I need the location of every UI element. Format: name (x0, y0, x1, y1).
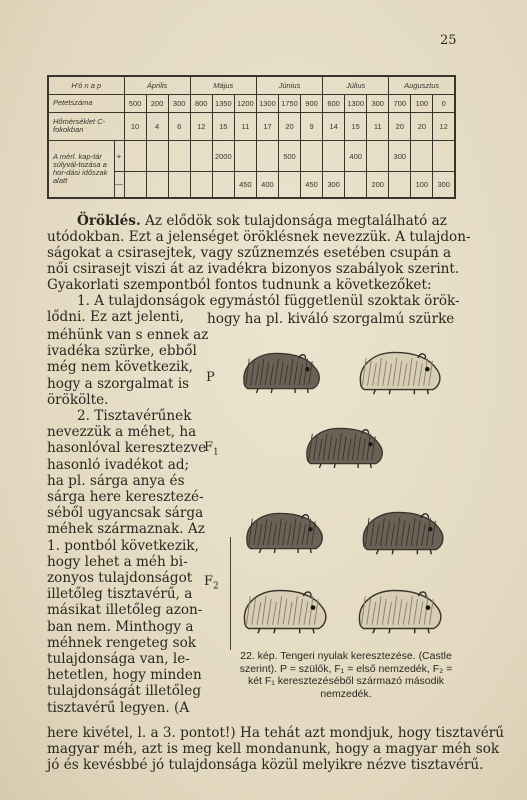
table-cell: 10 (124, 112, 146, 140)
table-cell: 20 (389, 112, 411, 140)
table-cell: 500 (278, 140, 300, 171)
text-line: hogy ha pl. kiváló szorgalmú szürke (207, 311, 455, 327)
table-cell: 15 (345, 112, 367, 140)
table-header-cell: H'ó n a p (48, 76, 124, 95)
text-line: zonyos tulajdonságot (47, 570, 193, 586)
text-line: utódokban. Ezt a jelenséget öröklésnek nevezzük. A tulajdon- (47, 229, 471, 245)
table-cell: 300 (168, 95, 190, 113)
table-cell: 1350 (212, 95, 234, 113)
table-cell (301, 140, 323, 171)
table-cell: 400 (256, 172, 278, 198)
table-cell: 300 (367, 95, 389, 113)
table-cell: 450 (301, 172, 323, 198)
text-line: nevezzük a méhet, ha (47, 424, 197, 441)
table-cell: 12 (190, 112, 212, 140)
guinea-pig-gray-icon (300, 420, 388, 472)
table-cell: 6 (168, 112, 190, 140)
table-row (48, 95, 455, 113)
text-line: 2. Tisztavérűnek (77, 408, 192, 424)
table-sign-cell: + (114, 140, 124, 171)
table-header-cell: Július (323, 76, 389, 95)
table-cell: 400 (345, 140, 367, 171)
table-cell (124, 172, 146, 198)
text-line: 1. A tulajdonságok egymástól függetlenül szoktak örök- (77, 293, 460, 309)
table-header-cell: Augusztus (389, 76, 455, 95)
text-line: méhek származnak. Az (47, 521, 205, 538)
table-cell (278, 172, 300, 198)
text-line: séből ugyancsak sárga (47, 505, 204, 522)
table-cell: 300 (323, 172, 345, 198)
table-cell (323, 140, 345, 171)
table-cell: 600 (323, 95, 345, 113)
table-cell: 100 (411, 172, 433, 198)
text-line: ivadéka szürke, ebből (47, 343, 197, 360)
table-cell: 1300 (256, 95, 278, 113)
text-line: illetőleg tisztavérű, a (47, 586, 193, 603)
text-line: Gyakorlati szempontból fontos tudnunk a következőket: (47, 277, 432, 293)
table-cell (146, 172, 168, 198)
guinea-pig-gray-icon (237, 345, 325, 397)
table-cell: 12 (433, 112, 455, 140)
table-cell (190, 140, 212, 171)
text-line: Az elődök sok tulajdonsága megtalálható az (145, 213, 447, 229)
text-line: ságokat a csirasejtek, vagy szűznemzés esetében csupán a (47, 245, 452, 261)
table-cell: 2000 (212, 140, 234, 171)
table-header-row (48, 76, 455, 95)
text-line: here kivétel, l. a 3. pontot!) Ha tehát azt mondjuk, hogy tisztavérű (47, 725, 505, 741)
text-line: 1. pontból következik, (47, 537, 199, 554)
figure-label-p: P (206, 370, 215, 385)
text-line: még nem következik, (47, 359, 193, 376)
figure-label-f2: $F_2$ (204, 574, 219, 592)
table-cell (256, 140, 278, 171)
table-cell: 14 (323, 112, 345, 140)
section-heading: Öröklés. (77, 213, 141, 229)
table-cell: 15 (212, 112, 234, 140)
paragraph-heredity (47, 213, 461, 229)
table-cell: 700 (389, 95, 411, 113)
figure-caption: 22. kép. Tengeri nyulak keresztezése. (Castle szerint). P = szülők, F₁ = első nemzedék, F₂ = két F₁ keresztezéséből származó második nemzedék. (239, 650, 453, 700)
text-line: ban nem. Minthogy a (47, 618, 194, 635)
table-cell: 100 (411, 95, 433, 113)
table-cell (168, 140, 190, 171)
table-cell: 500 (124, 95, 146, 113)
table-cell: 900 (301, 95, 323, 113)
table-cell: 20 (411, 112, 433, 140)
table-cell: 4 (146, 112, 168, 140)
table-cell: 200 (146, 95, 168, 113)
text-line: méhnek rengeteg sok (47, 634, 197, 651)
table-cell: 300 (433, 172, 455, 198)
guinea-pig-gray-icon (355, 505, 450, 557)
guinea-pig-white-icon (237, 582, 332, 637)
table-cell: 20 (278, 112, 300, 140)
table-cell: 1750 (278, 95, 300, 113)
table-cell (124, 140, 146, 171)
page-number: 25 (440, 33, 457, 48)
text-line: hasonló ivadékot ad; (47, 456, 190, 473)
text-line: hogy a szorgalmat is (47, 375, 190, 392)
guinea-pig-gray-icon (240, 505, 328, 557)
table-cell (367, 140, 389, 171)
table-cell: 9 (301, 112, 323, 140)
table-cell (234, 140, 256, 171)
table-cell (433, 140, 455, 171)
table-cell: 800 (190, 95, 212, 113)
text-line: hogy lehet a méh bi- (47, 553, 188, 570)
table-cell: 1200 (234, 95, 256, 113)
table-cell: 17 (256, 112, 278, 140)
guinea-pig-white-icon (352, 582, 447, 637)
table-header-cell: Május (190, 76, 256, 95)
table-cell (345, 172, 367, 198)
text-line: méhünk van s ennek az (47, 327, 209, 343)
text-line: másikat illetőleg azon- (47, 602, 203, 619)
text-line: tulajdonsága van, le- (47, 651, 190, 667)
table-row-label: A mérl. kap-tár súlyvál-tozása a hor-dási időszak alatt (48, 140, 114, 198)
table-cell (190, 172, 212, 198)
table-cell: 1300 (345, 95, 367, 113)
text-line: hetetlen, hogy minden (47, 667, 202, 684)
text-line: tisztavérű legyen. (A (47, 699, 190, 716)
table-row (48, 112, 455, 140)
text-line: ha pl. sárga anya és (47, 472, 185, 489)
table-header-cell: Április (124, 76, 190, 95)
table-cell: 0 (433, 95, 455, 113)
text-line: magyar méh, azt is meg kell mondanunk, hogy a magyar méh sok (47, 741, 500, 757)
text-line: sárga here keresztezé- (47, 489, 204, 505)
table-row (48, 140, 455, 171)
table-header-cell: Június (256, 76, 322, 95)
text-line: jó és kevésbbé jó tulajdonsága közül melyikre nézve tisztavérű. (47, 757, 484, 773)
table-row-label: Hőmérséklet C-fokokban (48, 112, 124, 140)
figure-label-f1: $F_1$ (204, 440, 219, 458)
table-cell: 200 (367, 172, 389, 198)
text-line: lődni. Ez azt jelenti, (47, 309, 184, 325)
guinea-pig-white-icon (352, 345, 447, 397)
table-cell: 300 (389, 140, 411, 171)
table-cell (146, 140, 168, 171)
text-line: női csirasejt viszi át az ivadékra bizonyos szabályok szerint. (47, 261, 460, 277)
figure-bracket-line (230, 537, 231, 650)
table-cell (212, 172, 234, 198)
text-line: tulajdonságát illetőleg (47, 683, 202, 700)
text-line: örökölte. (47, 391, 109, 408)
table-cell: 11 (234, 112, 256, 140)
data-table (47, 75, 456, 199)
table-sign-cell: — (114, 172, 124, 198)
table-cell (168, 172, 190, 198)
table-cell: 450 (234, 172, 256, 198)
text-line: hasonlóval keresztezve (47, 440, 207, 457)
table-cell: 11 (367, 112, 389, 140)
table-cell (389, 172, 411, 198)
table-cell (411, 140, 433, 171)
table-row-label: Petetszáma (48, 95, 124, 113)
